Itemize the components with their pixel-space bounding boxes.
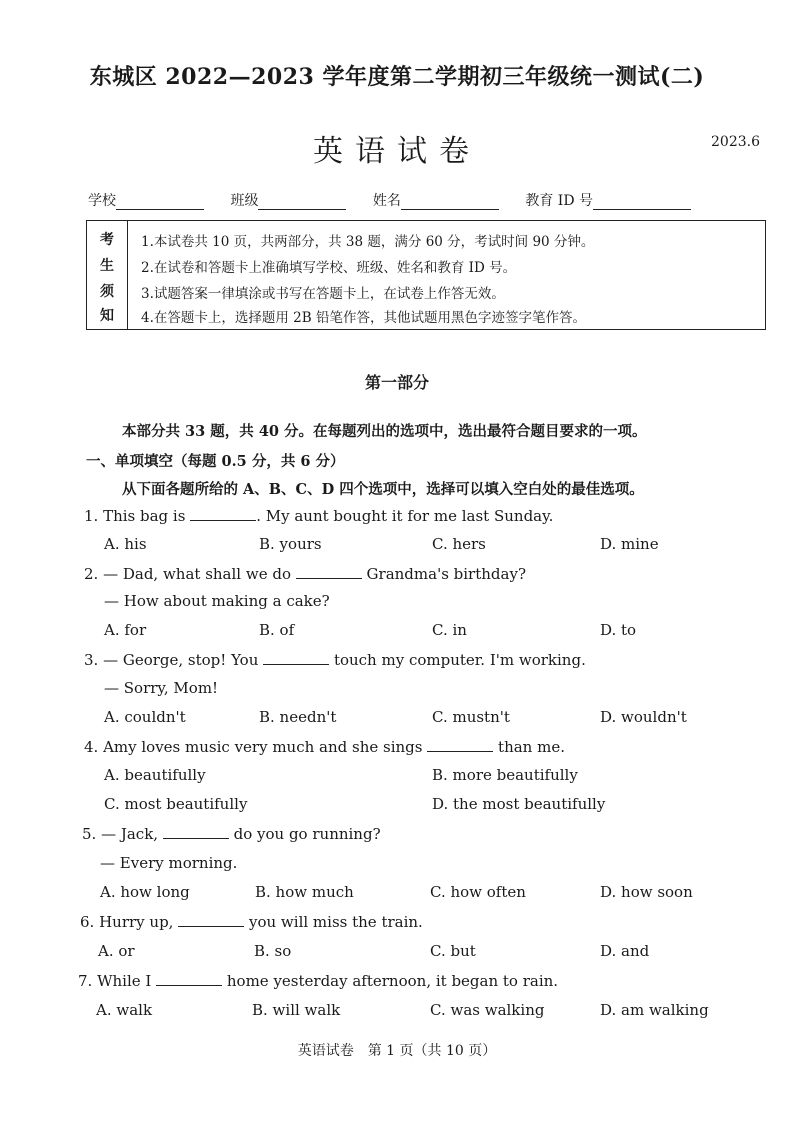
school-label: 学校 [88,193,116,209]
answer-blank[interactable] [427,737,493,752]
option[interactable]: B. needn't [259,708,337,726]
notice-label-char: 知 [100,308,114,324]
option[interactable]: C. most beautifully [104,795,248,813]
section-instruction: 从下面各题所给的 A、B、C、D 四个选项中，选择可以填入空白处的最佳选项。 [122,481,644,498]
option[interactable]: D. and [600,942,650,960]
option[interactable]: C. but [430,942,476,960]
question-7: 7. While I home yesterday afternoon, it began to rain. [78,972,559,990]
subject-title: 英语试卷 [313,134,481,169]
notice-label-column [87,221,128,329]
option[interactable]: D. wouldn't [600,708,687,726]
class-line [258,195,346,210]
question-5: 5. — Jack, do you go running? [82,825,381,843]
option[interactable]: C. was walking [430,1001,545,1019]
question-2-reply: — How about making a cake? [104,592,330,610]
school-line [116,195,204,210]
id-label: 教育 ID 号 [525,193,594,209]
question-2: 2. — Dad, what shall we do Grandma's birthday? [84,565,526,583]
option[interactable]: A. for [104,621,147,639]
exam-date: 2023.6 [711,134,760,150]
part-one-title: 第一部分 [364,373,429,392]
notice-label-char: 考 [100,232,114,248]
notice-item: 4.在答题卡上，选择题用 2B 铅笔作答，其他试题用黑色字迹签字笔作答。 [141,310,586,326]
notice-label-char: 须 [100,284,114,300]
exam-notice-box [86,220,766,330]
option[interactable]: A. or [98,942,135,960]
answer-blank[interactable] [156,971,222,986]
option[interactable]: D. to [600,621,637,639]
option[interactable]: A. walk [96,1001,153,1019]
option[interactable]: A. couldn't [104,708,186,726]
question-3: 3. — George, stop! You touch my computer. I'm working. [84,651,586,669]
school-field[interactable] [88,190,204,210]
option[interactable]: B. more beautifully [432,766,578,784]
name-line [401,195,499,210]
option[interactable]: A. his [104,535,147,553]
question-4: 4. Amy loves music very much and she sings than me. [84,738,565,756]
option[interactable]: B. how much [255,883,354,901]
option[interactable]: D. mine [600,535,659,553]
option[interactable]: C. hers [432,535,486,553]
notice-label-char: 生 [100,258,114,274]
option[interactable]: D. how soon [600,883,693,901]
option[interactable]: C. how often [430,883,526,901]
option[interactable]: A. how long [100,883,190,901]
answer-blank[interactable] [178,912,244,927]
option[interactable]: A. beautifully [104,766,206,784]
name-label: 姓名 [372,193,401,209]
exam-title: 东城区 2022—2023 学年度第二学期初三年级统一测试(二) [89,64,705,90]
question-1: 1. This bag is . My aunt bought it for me last Sunday. [84,507,554,525]
id-line [593,195,691,210]
id-field[interactable] [525,190,691,210]
question-5-reply: — Every morning. [100,854,238,872]
page-footer: 英语试卷 第 1 页（共 10 页） [297,1043,497,1059]
notice-item: 3.试题答案一律填涂或书写在答题卡上，在试卷上作答无效。 [141,286,505,302]
question-3-reply: — Sorry, Mom! [104,679,219,697]
class-label: 班级 [230,193,259,209]
answer-blank[interactable] [163,824,229,839]
question-6: 6. Hurry up, you will miss the train. [80,913,423,931]
section-heading: 一、单项填空（每题 0.5 分，共 6 分） [86,453,345,470]
part-one-intro: 本部分共 33 题，共 40 分。在每题列出的选项中，选出最符合题目要求的一项。 [122,423,647,440]
info-fields [88,190,713,210]
notice-item: 1.本试卷共 10 页，共两部分，共 38 题，满分 60 分，考试时间 90 分钟。 [141,234,595,250]
option[interactable]: B. will walk [252,1001,341,1019]
option[interactable]: D. the most beautifully [432,795,606,813]
option[interactable]: B. yours [259,535,322,553]
option[interactable]: C. mustn't [432,708,510,726]
answer-blank[interactable] [190,506,256,521]
option[interactable]: B. of [259,621,295,639]
option[interactable]: D. am walking [600,1001,709,1019]
option[interactable]: B. so [254,942,292,960]
option[interactable]: C. in [432,621,467,639]
notice-item: 2.在试卷和答题卡上准确填写学校、班级、姓名和教育 ID 号。 [141,260,517,276]
name-field[interactable] [373,190,499,210]
answer-blank[interactable] [296,564,362,579]
class-field[interactable] [230,190,346,210]
answer-blank[interactable] [263,650,329,665]
